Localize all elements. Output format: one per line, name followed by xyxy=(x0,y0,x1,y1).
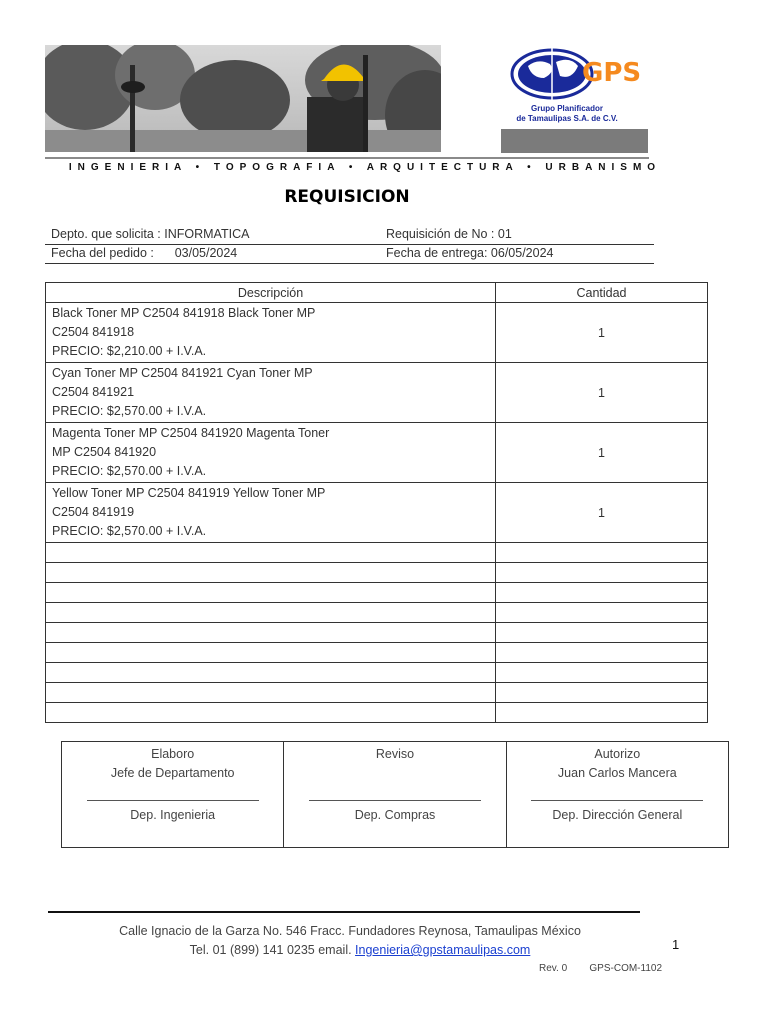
item-description-line: PRECIO: $2,210.00 + I.V.A. xyxy=(52,344,207,358)
empty-cell xyxy=(496,663,708,683)
item-quantity: 1 xyxy=(496,363,708,423)
header-photo xyxy=(45,45,441,152)
signature-title: Reviso xyxy=(375,747,415,761)
page-number: 1 xyxy=(672,937,680,952)
item-quantity: 1 xyxy=(496,423,708,483)
item-description xyxy=(46,363,496,423)
item-description-line: Cyan Toner MP C2504 841921 Cyan Toner MP xyxy=(52,366,313,380)
empty-cell xyxy=(496,603,708,623)
logo-company-line1: Grupo Planificador xyxy=(530,104,603,113)
item-description-line: Black Toner MP C2504 841918 Black Toner MP xyxy=(52,306,316,320)
empty-row xyxy=(46,583,708,603)
table-row xyxy=(46,303,708,363)
empty-cell xyxy=(46,643,496,663)
footer-phone: Tel. 01 (899) 141 0235 email. xyxy=(189,943,356,957)
empty-row xyxy=(46,563,708,583)
logo-bar xyxy=(501,129,648,153)
footer-rule xyxy=(48,911,640,913)
signature-dept: Dep. Ingenieria xyxy=(130,808,216,822)
empty-cell xyxy=(496,703,708,723)
footer-address: Calle Ignacio de la Garza No. 546 Fracc. Fundadores Reynosa, Tamaulipas México xyxy=(119,924,581,938)
empty-row xyxy=(46,643,708,663)
revision: Rev. 0 xyxy=(539,963,568,974)
empty-cell xyxy=(496,623,708,643)
header-cantidad: Cantidad xyxy=(496,283,708,303)
table-row xyxy=(46,423,708,483)
requisicion-field: Requisición de No : 01 xyxy=(386,227,512,241)
info-row-1 xyxy=(45,225,654,245)
empty-cell xyxy=(496,543,708,563)
signature-table xyxy=(61,741,729,848)
item-description-line: PRECIO: $2,570.00 + I.V.A. xyxy=(52,464,207,478)
empty-cell xyxy=(496,583,708,603)
empty-cell xyxy=(46,563,496,583)
document-title: REQUISICION xyxy=(284,187,410,207)
item-description-line: C2504 841918 xyxy=(52,325,135,339)
item-quantity: 1 xyxy=(496,303,708,363)
footer-contact xyxy=(0,943,720,957)
empty-row xyxy=(46,663,708,683)
logo-company-line2: de Tamaulipas S.A. de C.V. xyxy=(516,114,618,123)
signature-title: Autorizo xyxy=(594,747,641,761)
item-description xyxy=(46,483,496,543)
signature-autorizo xyxy=(506,742,728,848)
info-row-2 xyxy=(45,244,654,264)
footer-email-link[interactable]: Ingenieria@gpstamaulipas.com xyxy=(355,943,531,957)
empty-cell xyxy=(46,683,496,703)
signature-name: Jefe de Departamento xyxy=(110,766,235,780)
table-row xyxy=(46,483,708,543)
empty-cell xyxy=(46,663,496,683)
empty-row xyxy=(46,603,708,623)
empty-cell xyxy=(46,603,496,623)
item-description-line: C2504 841921 xyxy=(52,385,135,399)
empty-row xyxy=(46,683,708,703)
empty-cell xyxy=(496,683,708,703)
signature-dept: Dep. Dirección General xyxy=(552,808,683,822)
depto-field: Depto. que solicita : INFORMATICA xyxy=(51,227,250,241)
signature-line xyxy=(531,800,703,801)
empty-row xyxy=(46,703,708,723)
signature-line xyxy=(309,800,481,801)
empty-cell xyxy=(46,543,496,563)
signature-line xyxy=(87,800,259,801)
fecha-entrega-field: Fecha de entrega: 06/05/2024 xyxy=(386,246,554,260)
empty-row xyxy=(46,543,708,563)
item-description xyxy=(46,303,496,363)
document-code: GPS-COM-1102 xyxy=(589,963,663,974)
signature-elaboro xyxy=(62,742,284,848)
item-description-line: C2504 841919 xyxy=(52,505,135,519)
tagline: INGENIERIA • TOPOGRAFIA • ARQUITECTURA • URBANISMO xyxy=(68,162,662,173)
signature-dept: Dep. Compras xyxy=(354,808,436,822)
table-row xyxy=(46,363,708,423)
fecha-pedido-field: Fecha del pedido : 03/05/2024 xyxy=(51,246,238,260)
item-quantity: 1 xyxy=(496,483,708,543)
item-description-line: MP C2504 841920 xyxy=(52,445,157,459)
empty-cell xyxy=(496,563,708,583)
empty-cell xyxy=(46,623,496,643)
empty-cell xyxy=(46,583,496,603)
header-descripcion: Descripción xyxy=(46,283,496,303)
item-description-line: PRECIO: $2,570.00 + I.V.A. xyxy=(52,404,207,418)
revision-info xyxy=(539,963,662,974)
empty-cell xyxy=(46,703,496,723)
item-description-line: Magenta Toner MP C2504 841920 Magenta Toner xyxy=(52,426,330,440)
empty-cell xyxy=(496,643,708,663)
empty-row xyxy=(46,623,708,643)
logo-company xyxy=(486,104,648,124)
signature-title: Elaboro xyxy=(151,747,195,761)
item-description-line: Yellow Toner MP C2504 841919 Yellow Toner MP xyxy=(52,486,326,500)
logo-text: GPS xyxy=(582,58,642,88)
header-rule xyxy=(45,157,649,159)
item-description xyxy=(46,423,496,483)
items-table xyxy=(45,282,708,723)
signature-name: Juan Carlos Mancera xyxy=(557,766,677,780)
item-description-line: PRECIO: $2,570.00 + I.V.A. xyxy=(52,524,207,538)
table-header-row xyxy=(46,283,708,303)
signature-reviso xyxy=(284,742,506,848)
